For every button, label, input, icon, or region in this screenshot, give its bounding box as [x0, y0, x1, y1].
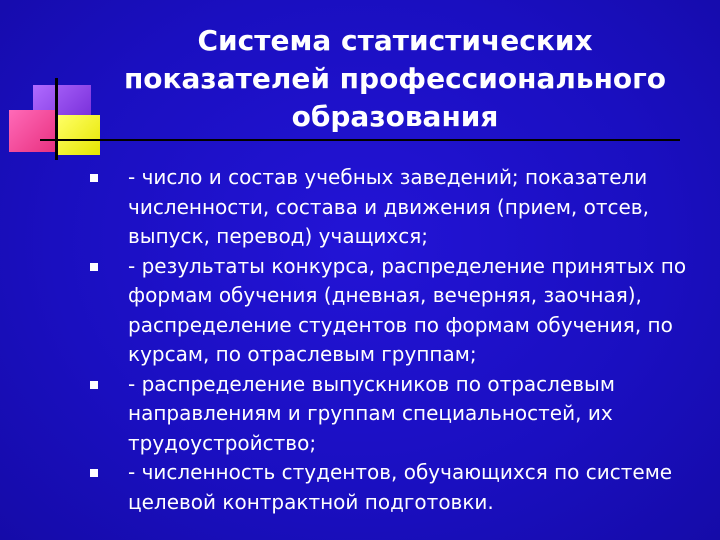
square-bullet-icon: [90, 469, 98, 477]
slide-title: Система статистических показателей профессионального образования: [123, 24, 667, 133]
list-item-text: - численность студентов, обучающихся по системе целевой контрактной подготовки.: [128, 460, 673, 514]
square-bullet-icon: [90, 381, 98, 389]
square-bullet-icon: [90, 174, 98, 182]
square-bullet-icon: [90, 263, 98, 271]
deco-yellow-square: [58, 115, 100, 155]
list-item-text: - распределение выпускников по отраслевым направлениям и группам специальностей, их трудоустройство;: [128, 371, 615, 455]
list-item: [90, 163, 705, 252]
list-item-text: - результаты конкурса, распределение принятых по формам обучения (дневная, вечерняя, заочная), распределение студентов по формам обучения, по курсам, по отраслевым группам;: [128, 253, 687, 366]
list-item: [90, 370, 705, 459]
list-item: [90, 252, 705, 370]
bullet-list: [90, 163, 705, 517]
deco-horizontal-line: [40, 139, 680, 141]
list-item: [90, 458, 705, 517]
deco-pink-square: [9, 110, 57, 152]
list-item-text: - число и состав учебных заведений; показатели численности, состава и движения (прием, отсев, выпуск, перевод) учащихся;: [128, 165, 649, 248]
deco-vertical-line: [55, 78, 58, 160]
